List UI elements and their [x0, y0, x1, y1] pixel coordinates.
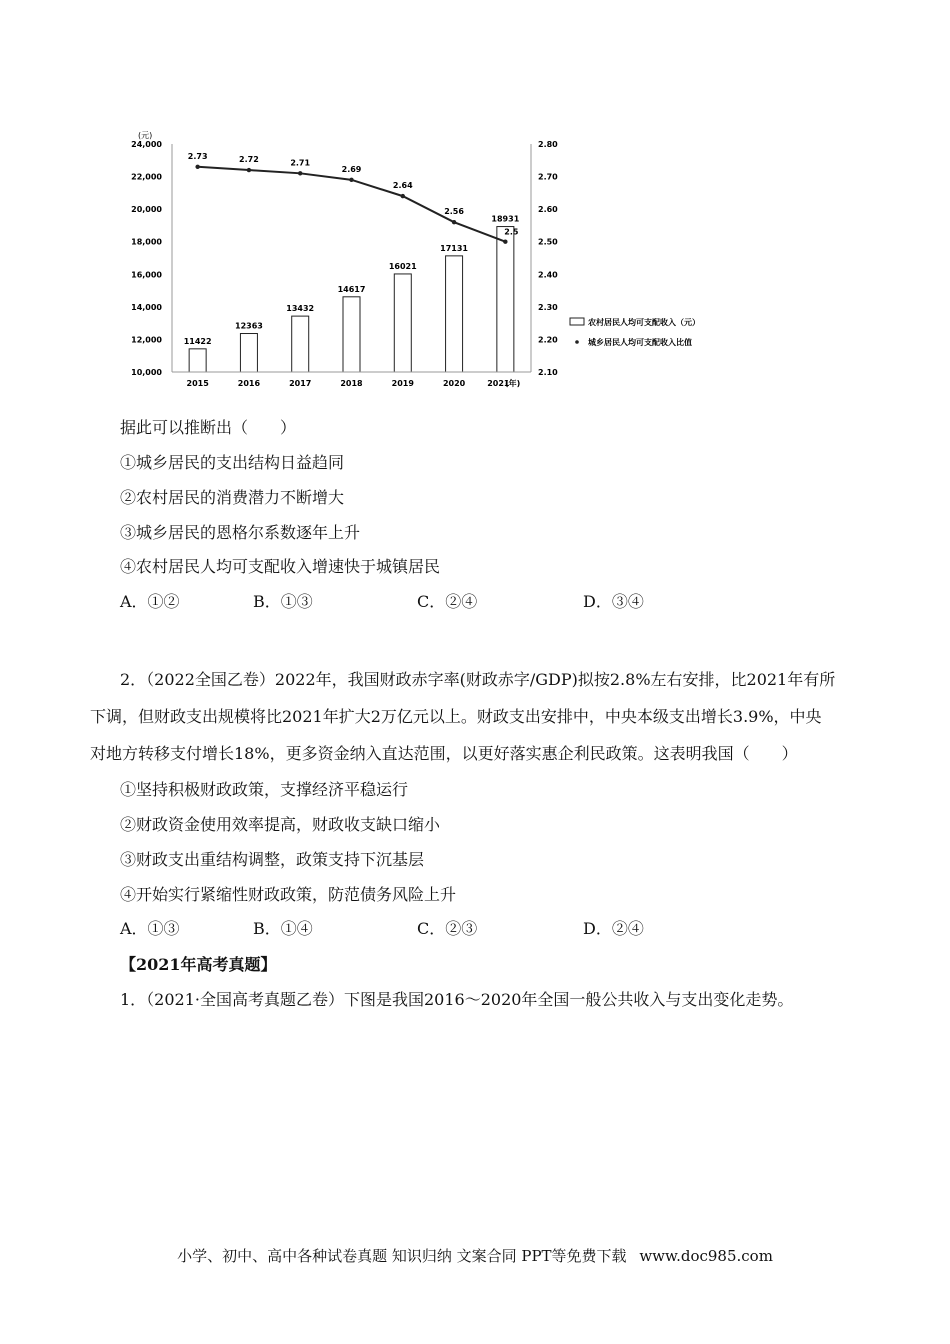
left-axis-tick-label: 24,000	[131, 140, 162, 149]
ratio-point-2019	[401, 194, 405, 198]
bar-2017	[292, 316, 309, 372]
left-axis-tick-label: 12,000	[131, 335, 162, 345]
bar-2015	[189, 349, 206, 372]
ratio-point-2016	[247, 168, 251, 172]
q1-item-1: ①城乡居民的支出结构日益趋同	[120, 453, 345, 472]
q2-choice-c[interactable]: C．②③	[417, 919, 478, 938]
q1-item-4: ④农村居民人均可支配收入增速快于城镇居民	[120, 557, 441, 576]
section-heading-2021: 【2021年高考真题】	[120, 955, 277, 974]
ratio-point-label: 2.73	[187, 151, 208, 161]
ratio-point-2018	[349, 178, 353, 182]
legend-line-label: 城乡居民人均可支配收入比值	[588, 338, 692, 347]
ratio-point-2017	[298, 171, 302, 175]
ratio-point-label: 2.69	[341, 164, 362, 174]
q1-choice-a[interactable]: A．①②	[120, 592, 180, 611]
q2-item-2: ②财政资金使用效率提高，财政收支缺口缩小	[120, 815, 441, 834]
x-tick-label: 2019	[391, 379, 414, 388]
legend-line-marker	[575, 340, 579, 344]
right-axis-tick-label: 2.80	[538, 140, 558, 149]
left-axis-tick-label: 14,000	[131, 302, 162, 312]
bar-value-label: 18931	[491, 214, 520, 224]
ratio-point-label: 2.56	[444, 207, 464, 217]
income-chart	[120, 120, 740, 400]
ratio-point-2021	[503, 240, 507, 244]
bar-value-label: 13432	[286, 304, 315, 314]
right-axis-tick-label: 2.60	[538, 205, 558, 215]
right-axis-tick-label: 2.70	[538, 172, 558, 182]
q1-item-3: ③城乡居民的恩格尔系数逐年上升	[120, 523, 361, 542]
x-tick-label: 2015	[186, 379, 209, 388]
q1-choice-d[interactable]: D．③④	[583, 592, 644, 611]
page-footer	[0, 1246, 950, 1266]
right-axis-tick-label: 2.10	[538, 368, 558, 377]
q1-choice-c[interactable]: C．②④	[417, 592, 478, 611]
q2-item-1: ①坚持积极财政政策，支撑经济平稳运行	[120, 780, 409, 799]
bar-value-label: 11422	[183, 336, 212, 346]
q1-stem: 据此可以推断出（ ）	[120, 418, 297, 437]
x-tick-label: 2017	[289, 379, 312, 388]
legend-bar-swatch	[570, 318, 584, 325]
bar-value-label: 16021	[388, 261, 417, 271]
ratio-point-2015	[195, 165, 199, 169]
ratio-point-label: 2.71	[290, 158, 311, 168]
bar-value-label: 14617	[337, 284, 366, 294]
left-axis-tick-label: 18,000	[131, 237, 162, 247]
left-axis-tick-label: 22,000	[131, 172, 162, 182]
q2-stem-line-1: 2．（2022全国乙卷）2022年，我国财政赤字率(财政赤字/GDP)拟按2.8%左右安排，比2021年有所	[120, 670, 836, 689]
q2021-1-stem: 1．（2021·全国高考真题乙卷）下图是我国2016～2020年全国一般公共收入与支出变化走势。	[120, 990, 794, 1009]
right-axis-tick-label: 2.20	[538, 335, 558, 345]
q2-choice-b[interactable]: B．①④	[253, 919, 313, 938]
q2-stem-line-2: 下调，但财政支出规模将比2021年扩大2万亿元以上。财政支出安排中，中央本级支出增长3.9%，中央	[90, 707, 822, 726]
q2-choice-d[interactable]: D．②④	[583, 919, 644, 938]
left-axis-unit: (元)	[138, 131, 153, 140]
left-axis-tick-label: 16,000	[131, 270, 162, 280]
x-tick-label: 2018	[340, 379, 363, 388]
bar-2019	[394, 274, 411, 372]
q2-stem-line-3: 对地方转移支付增长18%，更多资金纳入直达范围，以更好落实惠企利民政策。这表明我国（ ）	[90, 744, 798, 763]
bar-2020	[446, 256, 463, 372]
footer-text: 小学、初中、高中各种试卷真题 知识归纳 文案合同 PPT等免费下载	[177, 1247, 627, 1265]
footer-site-link[interactable]: www.doc985.com	[639, 1247, 773, 1265]
bar-2018	[343, 297, 360, 372]
bar-value-label: 12363	[235, 321, 263, 331]
legend-bar-label: 农村居民人均可支配收入（元）	[588, 318, 700, 327]
q2-item-3: ③财政支出重结构调整，政策支持下沉基层	[120, 850, 425, 869]
left-axis-tick-label: 20,000	[131, 205, 162, 215]
right-axis-tick-label: 2.50	[538, 237, 558, 247]
right-axis-tick-label: 2.30	[538, 302, 558, 312]
q2-choice-a[interactable]: A．①③	[120, 919, 180, 938]
bar-2016	[240, 334, 257, 372]
ratio-point-label: 2.5	[504, 227, 519, 237]
ratio-point-label: 2.72	[239, 155, 259, 165]
q1-item-2: ②农村居民的消费潜力不断增大	[120, 488, 345, 507]
bar-value-label: 17131	[440, 243, 468, 253]
right-axis-tick-label: 2.40	[538, 270, 558, 280]
ratio-point-label: 2.64	[392, 181, 413, 191]
x-axis-unit: (年)	[505, 379, 521, 388]
x-tick-label: 2020	[442, 379, 466, 388]
q2-item-4: ④开始实行紧缩性财政政策，防范债务风险上升	[120, 885, 457, 904]
x-tick-label: 2021	[487, 379, 510, 388]
left-axis-tick-label: 10,000	[131, 368, 162, 377]
q1-choice-b[interactable]: B．①③	[253, 592, 313, 611]
ratio-point-2020	[452, 220, 456, 224]
x-tick-label: 2016	[237, 379, 261, 388]
bar-2021	[497, 227, 514, 372]
